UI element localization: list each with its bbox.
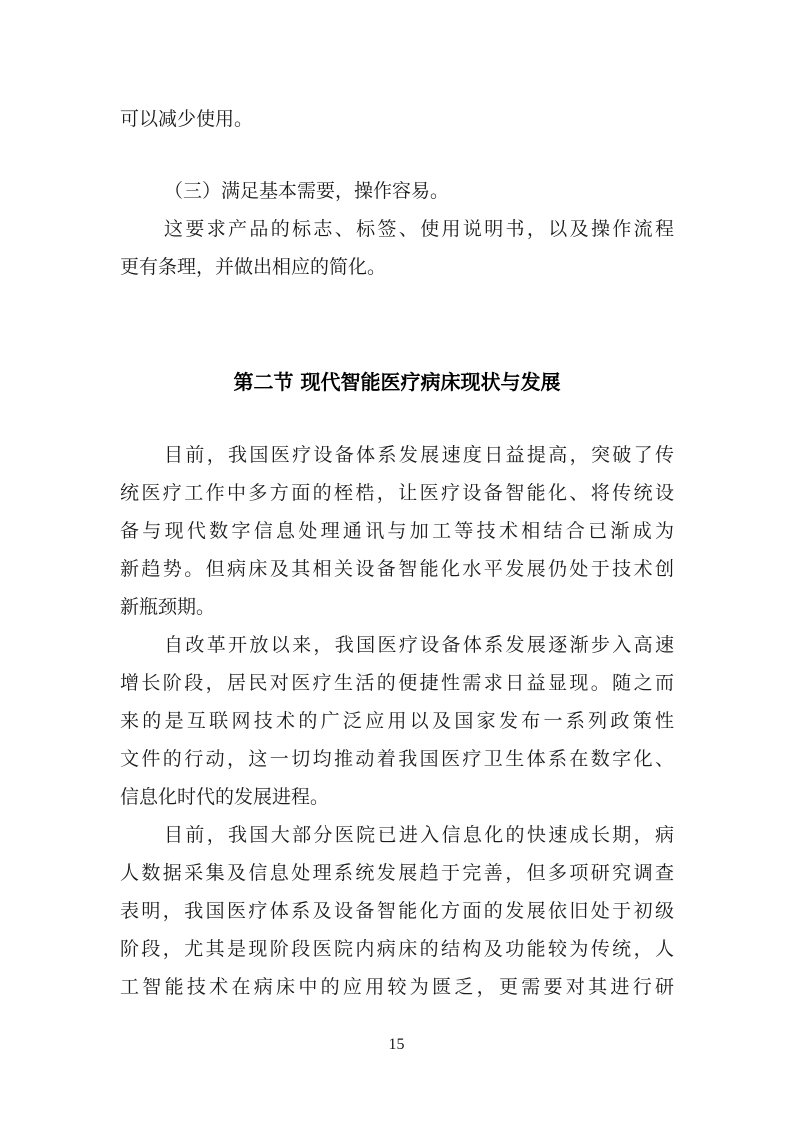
- paragraph-line: 表明，我国医疗体系及设备智能化方面的发展依旧处于初级: [120, 900, 674, 922]
- paragraph-line: 目前，我国大部分医院已进入信息化的快速成长期，病: [164, 824, 674, 846]
- paragraph-line: 来的是互联网技术的广泛应用以及国家发布一系列政策性: [120, 710, 674, 732]
- section-title: 第二节 现代智能医疗病床现状与发展: [233, 370, 561, 394]
- paragraph-line: 目前，我国医疗设备体系发展速度日益提高，突破了传: [164, 444, 674, 466]
- paragraph-line: 自改革开放以来，我国医疗设备体系发展逐渐步入高速: [164, 634, 674, 656]
- paragraph-line: 文件的行动，这一切均推动着我国医疗卫生体系在数字化、: [120, 748, 674, 770]
- item-text-line: 更有条理，并做出相应的简化。: [120, 256, 387, 278]
- paragraph-line: 人数据采集及信息处理系统发展趋于完善，但多项研究调查: [120, 862, 674, 884]
- paragraph-line: 增长阶段，居民对医疗生活的便捷性需求日益显现。随之而: [120, 672, 674, 694]
- item-heading: （三）满足基本需要，操作容易。: [164, 180, 450, 202]
- paragraph-line: 新瓶颈期。: [120, 596, 216, 618]
- paragraph-line: 备与现代数字信息处理通讯与加工等技术相结合已渐成为: [120, 520, 674, 542]
- paragraph-line: 阶段，尤其是现阶段医院内病床的结构及功能较为传统，人: [120, 938, 674, 960]
- page-number: 15: [388, 1036, 405, 1053]
- paragraph-line: 统医疗工作中多方面的桎梏，让医疗设备智能化、将传统设: [120, 482, 674, 504]
- continuation-line: 可以减少使用。: [120, 108, 254, 130]
- paragraph-line: 新趋势。但病床及其相关设备智能化水平发展仍处于技术创: [120, 558, 674, 580]
- item-text-line: 这要求产品的标志、标签、使用说明书，以及操作流程: [164, 218, 674, 240]
- paragraph-line: 工智能技术在病床中的应用较为匮乏，更需要对其进行研: [120, 976, 674, 998]
- paragraph-line: 信息化时代的发展进程。: [120, 786, 330, 808]
